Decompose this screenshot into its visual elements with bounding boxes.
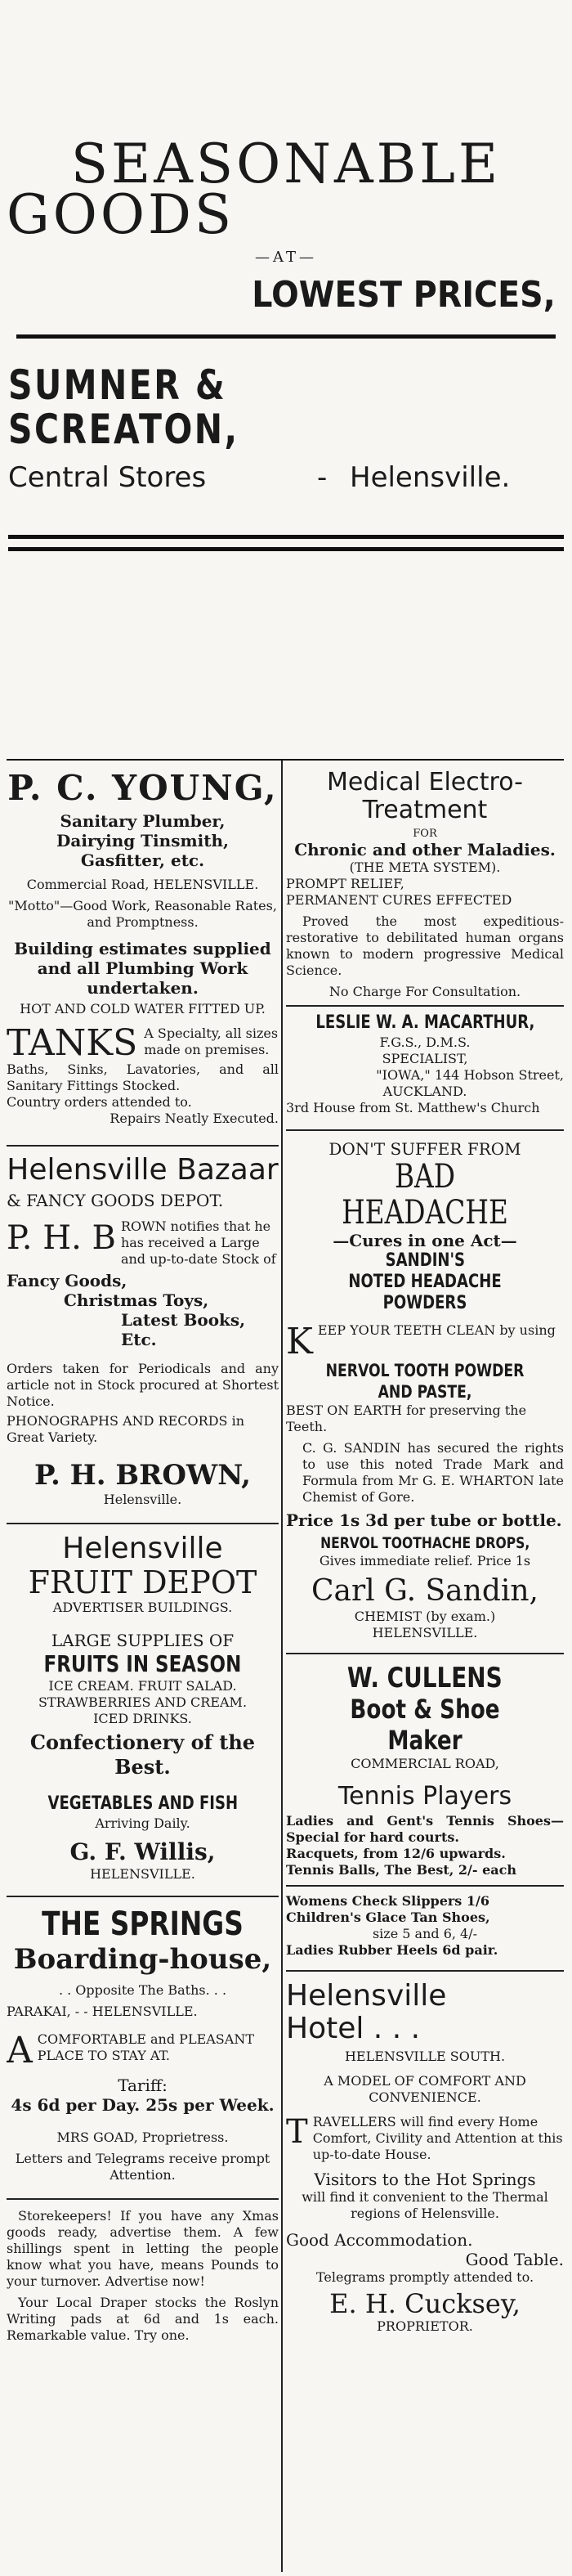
lowest-prices: LOWEST PRICES, <box>252 274 556 316</box>
springs-a: A <box>7 2031 33 2069</box>
town-name: Helensville. <box>350 461 511 494</box>
headache-drops: NERVOL TOOTHACHE DROPS, <box>320 1534 530 1552</box>
dash: - <box>317 461 328 494</box>
headache-dont: DON'T SUFFER FROM <box>328 1139 521 1159</box>
bazaar-books: Latest Books, Etc. <box>121 1310 246 1349</box>
at-divider: —AT— <box>254 249 318 266</box>
cullens-womens: Womens Check Slippers 1/6 <box>286 1893 489 1909</box>
springs-comfort: COMFORTABLE and PLEASANT PLACE TO STAY AT. <box>37 2031 254 2063</box>
hotel-t: T <box>286 2114 308 2151</box>
headache-keep: EEP YOUR TEETH CLEAN by using <box>317 1322 556 1338</box>
headache-town: HELENSVILLE. <box>372 1625 478 1640</box>
medical-proved: Proved the most expeditious-restorative to debilitated human organs known to modern progressive Medical Science. <box>286 913 564 978</box>
hotel-owner: E. H. Cucksey, <box>329 2288 521 2319</box>
cullens-name: W. CULLENS <box>347 1662 503 1694</box>
fruit-daily: Arriving Daily. <box>95 1815 190 1831</box>
column-divider <box>281 761 283 2572</box>
hotel-travellers: RAVELLERS will find every Home Comfort, Civility and Attention at this up-to-date House. <box>312 2114 563 2162</box>
hotel-visitors: Visitors to the Hot Springs <box>314 2170 536 2189</box>
headache-bad: BAD HEADACHE <box>342 1158 508 1232</box>
springs-parakai: PARAKAI, - - HELENSVILLE. <box>7 2004 198 2019</box>
separator <box>7 1145 279 1147</box>
cullens-balls: Tennis Balls, The Best, 2/- each <box>286 1862 517 1878</box>
seasonable-heading: SEASONABLE <box>70 132 502 195</box>
headache-ad <box>286 1139 564 1641</box>
separator <box>286 1005 564 1007</box>
fruit-ice: ICE CREAM. FRUIT SALAD. <box>48 1678 237 1694</box>
headache-sandins: SANDIN'S <box>385 1250 465 1271</box>
rule <box>8 535 564 539</box>
springs-board: Boarding-house, <box>13 1943 272 1976</box>
hotel-telegrams: Telegrams promptly attended to. <box>315 2269 534 2285</box>
springs-title: THE SPRINGS <box>42 1905 244 1943</box>
fruit-ad <box>7 1533 279 1883</box>
springs-tariff: Tariff: <box>118 2076 168 2095</box>
young-name: P. C. YOUNG, <box>7 768 278 808</box>
separator <box>7 1523 279 1524</box>
young-line1: Sanitary Plumber, <box>60 811 226 831</box>
headache-cured: —Cures in one Act— <box>333 1231 517 1250</box>
tanks-word: TANKS <box>7 1025 138 1061</box>
fruit-title2: FRUIT DEPOT <box>28 1564 257 1600</box>
hotel-prop: PROPRIETOR. <box>377 2318 473 2334</box>
hotel-name1: Helensville <box>286 1979 447 2013</box>
separator <box>286 1970 564 1972</box>
young-line2: Dairying Tinsmith, <box>56 831 229 850</box>
separator <box>286 1653 564 1654</box>
headache-price: Price 1s 3d per tube or bottle. <box>286 1510 562 1530</box>
fruit-veg: VEGETABLES AND FISH <box>47 1793 238 1814</box>
young-hot-cold: HOT AND COLD WATER FITTED UP. <box>20 1001 266 1016</box>
fruit-iced: ICED DRINKS. <box>93 1711 192 1726</box>
medical-nocharge: No Charge For Consultation. <box>328 984 521 999</box>
goods-heading: GOODS <box>7 183 235 246</box>
separator <box>286 1129 564 1131</box>
medical-specialist: SPECIALIST, <box>382 1051 468 1066</box>
fruit-large: LARGE SUPPLIES OF <box>51 1631 235 1650</box>
medical-cures: PERMANENT CURES EFFECTED <box>286 892 512 908</box>
rule <box>16 334 556 339</box>
sumner-screaton-ad <box>0 132 572 551</box>
bazaar-town: Helensville. <box>103 1492 182 1507</box>
headache-best: BEST ON EARTH for preserving the Teeth. <box>286 1402 527 1434</box>
column-top-rule <box>7 759 564 761</box>
medical-for: FOR <box>413 828 437 840</box>
hotel-table: Good Table. <box>465 2250 564 2269</box>
cullens-road: COMMERCIAL ROAD, <box>351 1756 499 1771</box>
bazaar-title: Helensville Bazaar <box>7 1153 279 1187</box>
medical-relief: PROMPT RELIEF, <box>286 876 404 891</box>
rule <box>8 547 564 551</box>
fruit-straw: STRAWBERRIES AND CREAM. <box>38 1694 248 1710</box>
headache-gives: Gives immediate relief. Price 1s <box>319 1553 531 1568</box>
tanks-text: A Specialty, all sizes made on premises. <box>144 1025 279 1057</box>
hotel-good: Good Accommodation. <box>286 2230 473 2250</box>
headache-carl: Carl G. Sandin, <box>311 1574 539 1608</box>
medical-ad <box>286 769 564 1116</box>
hotel-model: A MODEL OF COMFORT AND CONVENIENCE. <box>324 2073 526 2105</box>
young-address: Commercial Road, HELENSVILLE. <box>26 877 259 892</box>
bazaar-ad <box>7 1155 279 1508</box>
headache-nervol: NERVOL TOOTH POWDER AND PASTE, <box>325 1361 525 1402</box>
left-column <box>7 769 279 2344</box>
springs-mrs: MRS GOAD, Proprietress. <box>56 2129 229 2145</box>
bazaar-fancygoods: Fancy Goods, <box>7 1271 127 1290</box>
medical-chronic: Chronic and other Maladies. <box>294 840 556 859</box>
hotel-ad <box>286 1980 564 2335</box>
medical-cred: F.G.S., D.M.S. <box>379 1034 471 1050</box>
separator <box>7 1896 279 1897</box>
medical-auckland: AUCKLAND. <box>382 1084 467 1099</box>
springs-opposite: . . Opposite The Baths. . . <box>58 1982 227 1998</box>
young-line3: Gasfitter, etc. <box>80 850 205 870</box>
cullens-childrens: Children's Glace Tan Shoes, <box>286 1910 490 1925</box>
cullens-ladies: Ladies and Gent's Tennis Shoes—Special for hard courts. <box>286 1813 564 1845</box>
bazaar-initials: P. H. B <box>7 1219 116 1257</box>
cullens-ad <box>286 1663 564 1959</box>
hotel-south: HELENSVILLE SOUTH. <box>344 2049 506 2064</box>
young-ad <box>7 769 279 1127</box>
young-motto: "Motto"—Good Work, Reasonable Rates, and Promptness. <box>8 898 277 930</box>
medical-meta: (THE META SYSTEM). <box>349 859 501 875</box>
bazaar-owner: P. H. BROWN, <box>34 1459 251 1492</box>
storekeepers-text: Storekeepers! If you have any Xmas goods ready, advertise them. A few shillings spent in letting the people know what you have, means Pounds to your turnover. Advertise now! <box>7 2208 279 2289</box>
fruit-confect: Confectionery of the Best. <box>29 1730 256 1779</box>
medical-iowa: "IOWA," 144 Hobson Street, <box>376 1067 564 1083</box>
cullens-boot: Boot & Shoe Maker <box>350 1694 500 1756</box>
young-estimates: Building estimates supplied and all Plumbing Work undertaken. <box>14 939 271 998</box>
medical-title2: Treatment <box>362 796 488 824</box>
cullens-tennis: Tennis Players <box>337 1782 512 1811</box>
headache-secured: C. G. SANDIN has secured the rights to use this noted Trade Mark and Formula from Mr G. E. WHARTON late Chemist of Gore. <box>302 1440 564 1505</box>
bazaar-toys: Christmas Toys, <box>64 1290 209 1310</box>
young-repairs: Repairs Neatly Executed. <box>109 1111 279 1126</box>
cullens-racquets: Racquets, from 12/6 upwards. <box>286 1846 506 1861</box>
fruit-town: HELENSVILLE. <box>90 1866 195 1882</box>
bazaar-phono: PHONOGRAPHS AND RECORDS in Great Variety. <box>7 1413 244 1445</box>
fruit-buildings: ADVERTISER BUILDINGS. <box>52 1600 233 1615</box>
young-country: Country orders attended to. <box>7 1094 192 1110</box>
medical-house: 3rd House from St. Matthew's Church <box>286 1100 540 1115</box>
separator <box>286 1885 564 1887</box>
bazaar-fancy: & FANCY GOODS DEPOT. <box>7 1191 224 1210</box>
cullens-rubber: Ladies Rubber Heels 6d pair. <box>286 1942 498 1958</box>
medical-title1: Medical Electro- <box>327 768 523 797</box>
bazaar-intro: ROWN notifies that he has received a Large and up-to-date Stock of <box>120 1218 276 1267</box>
springs-ad <box>7 1905 279 2183</box>
bazaar-orders: Orders taken for Periodicals and any article not in Stock procured at Shortest Notice. <box>7 1361 279 1409</box>
separator <box>7 2198 279 2200</box>
headache-k: K <box>286 1322 313 1360</box>
springs-letters: Letters and Telegrams receive prompt Attention. <box>15 2151 270 2183</box>
fruit-title1: Helensville <box>62 1532 223 1565</box>
fruit-owner: G. F. Willis, <box>69 1838 216 1865</box>
headache-chemist: CHEMIST (by exam.) <box>354 1609 496 1624</box>
hotel-will: will find it convenient to the Thermal regions of Helensville. <box>302 2189 548 2221</box>
young-baths: Baths, Sinks, Lavatories, and all Sanitary Fittings Stocked. <box>7 1061 279 1093</box>
right-column <box>286 769 564 2335</box>
springs-rates: 4s 6d per Day. 25s per Week. <box>11 2095 275 2115</box>
firm-name: SUMNER & SCREATON, <box>8 361 239 453</box>
hotel-name2: Hotel . . . <box>286 2012 421 2045</box>
medical-name: LESLIE W. A. MACARTHUR, <box>315 1012 534 1033</box>
fruit-season: FRUITS IN SEASON <box>43 1650 242 1677</box>
headache-powders: NOTED HEADACHE POWDERS <box>348 1272 502 1313</box>
draper-text: Your Local Draper stocks the Roslyn Writing pads at 6d and 1s each. Remarkable value. Try one. <box>7 2295 279 2343</box>
central-stores: Central Stores <box>8 461 207 494</box>
cullens-sizes: size 5 and 6, 4/- <box>372 1926 478 1941</box>
